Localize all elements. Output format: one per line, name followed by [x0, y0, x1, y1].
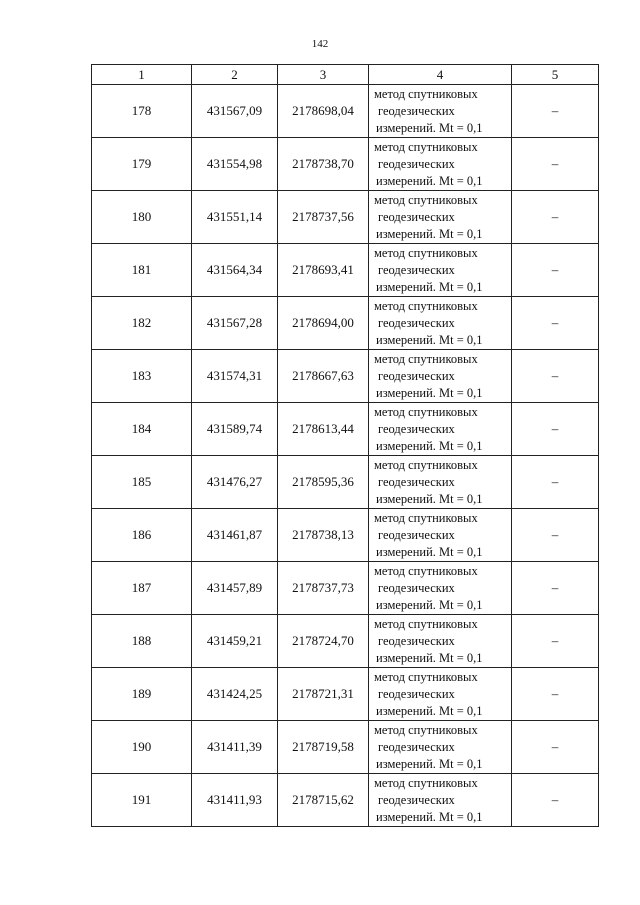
method-cell [369, 509, 512, 562]
method-text-line: геодезических [378, 262, 455, 277]
table-row [92, 774, 599, 827]
method-text-line: измерений. Mt = 0,1 [376, 756, 483, 771]
table-row [92, 350, 599, 403]
y-coordinate-cell: 2178693,41 [278, 244, 369, 297]
method-text-line: метод спутниковых [374, 457, 478, 472]
method-text-line: метод спутниковых [374, 139, 478, 154]
x-coordinate-cell: 431411,39 [192, 721, 278, 774]
method-text-line: метод спутниковых [374, 245, 478, 260]
method-cell [369, 615, 512, 668]
header-col-3: 3 [278, 65, 369, 85]
method-cell [369, 456, 512, 509]
table-row [92, 297, 599, 350]
method-text-line: метод спутниковых [374, 192, 478, 207]
method-text-line: геодезических [378, 421, 455, 436]
point-number-cell: 185 [92, 456, 192, 509]
x-coordinate-cell: 431564,34 [192, 244, 278, 297]
table-row [92, 138, 599, 191]
notes-cell: – [512, 85, 599, 138]
point-number-cell: 181 [92, 244, 192, 297]
point-number-cell: 184 [92, 403, 192, 456]
x-coordinate-cell: 431411,93 [192, 774, 278, 827]
method-cell [369, 774, 512, 827]
method-text-line: измерений. Mt = 0,1 [376, 120, 483, 135]
method-text-line: метод спутниковых [374, 722, 478, 737]
table-header [92, 65, 599, 85]
method-cell [369, 350, 512, 403]
method-text-line: геодезических [378, 580, 455, 595]
method-text-line: измерений. Mt = 0,1 [376, 438, 483, 453]
header-col-4: 4 [369, 65, 512, 85]
table-row [92, 244, 599, 297]
point-number-cell: 187 [92, 562, 192, 615]
method-cell [369, 668, 512, 721]
x-coordinate-cell: 431476,27 [192, 456, 278, 509]
method-text-line: геодезических [378, 368, 455, 383]
header-col-2: 2 [192, 65, 278, 85]
method-text-line: измерений. Mt = 0,1 [376, 385, 483, 400]
method-text-line: измерений. Mt = 0,1 [376, 279, 483, 294]
table-row [92, 456, 599, 509]
method-text-line: геодезических [378, 156, 455, 171]
notes-cell: – [512, 774, 599, 827]
method-cell [369, 191, 512, 244]
y-coordinate-cell: 2178613,44 [278, 403, 369, 456]
y-coordinate-cell: 2178737,73 [278, 562, 369, 615]
notes-cell: – [512, 668, 599, 721]
notes-cell: – [512, 615, 599, 668]
method-cell [369, 244, 512, 297]
method-text-line: метод спутниковых [374, 775, 478, 790]
notes-cell: – [512, 403, 599, 456]
notes-cell: – [512, 456, 599, 509]
y-coordinate-cell: 2178667,63 [278, 350, 369, 403]
method-text-line: метод спутниковых [374, 404, 478, 419]
point-number-cell: 189 [92, 668, 192, 721]
x-coordinate-cell: 431457,89 [192, 562, 278, 615]
y-coordinate-cell: 2178595,36 [278, 456, 369, 509]
x-coordinate-cell: 431424,25 [192, 668, 278, 721]
method-text-line: метод спутниковых [374, 669, 478, 684]
method-cell [369, 138, 512, 191]
method-text-line: геодезических [378, 633, 455, 648]
point-number-cell: 188 [92, 615, 192, 668]
y-coordinate-cell: 2178724,70 [278, 615, 369, 668]
method-cell [369, 297, 512, 350]
method-text-line: геодезических [378, 474, 455, 489]
table-row [92, 562, 599, 615]
page-number: 142 [311, 38, 329, 50]
notes-cell: – [512, 509, 599, 562]
table-body [92, 85, 599, 827]
table-row [92, 668, 599, 721]
method-text-line: геодезических [378, 527, 455, 542]
point-number-cell: 179 [92, 138, 192, 191]
notes-cell: – [512, 297, 599, 350]
method-cell [369, 721, 512, 774]
x-coordinate-cell: 431554,98 [192, 138, 278, 191]
x-coordinate-cell: 431567,09 [192, 85, 278, 138]
table-row [92, 615, 599, 668]
method-text-line: измерений. Mt = 0,1 [376, 226, 483, 241]
x-coordinate-cell: 431567,28 [192, 297, 278, 350]
method-text-line: измерений. Mt = 0,1 [376, 173, 483, 188]
table-row [92, 403, 599, 456]
point-number-cell: 178 [92, 85, 192, 138]
y-coordinate-cell: 2178698,04 [278, 85, 369, 138]
point-number-cell: 190 [92, 721, 192, 774]
x-coordinate-cell: 431589,74 [192, 403, 278, 456]
notes-cell: – [512, 138, 599, 191]
y-coordinate-cell: 2178715,62 [278, 774, 369, 827]
table-row [92, 85, 599, 138]
method-text-line: метод спутниковых [374, 86, 478, 101]
point-number-cell: 183 [92, 350, 192, 403]
point-number-cell: 186 [92, 509, 192, 562]
coordinates-table [91, 64, 599, 827]
x-coordinate-cell: 431461,87 [192, 509, 278, 562]
method-text-line: геодезических [378, 686, 455, 701]
header-row [92, 65, 599, 85]
notes-cell: – [512, 562, 599, 615]
method-text-line: метод спутниковых [374, 616, 478, 631]
notes-cell: – [512, 721, 599, 774]
table-row [92, 509, 599, 562]
method-text-line: измерений. Mt = 0,1 [376, 597, 483, 612]
x-coordinate-cell: 431551,14 [192, 191, 278, 244]
method-cell [369, 562, 512, 615]
method-text-line: геодезических [378, 792, 455, 807]
y-coordinate-cell: 2178719,58 [278, 721, 369, 774]
notes-cell: – [512, 191, 599, 244]
x-coordinate-cell: 431574,31 [192, 350, 278, 403]
point-number-cell: 180 [92, 191, 192, 244]
y-coordinate-cell: 2178721,31 [278, 668, 369, 721]
header-col-5: 5 [512, 65, 599, 85]
method-cell [369, 403, 512, 456]
method-text-line: геодезических [378, 103, 455, 118]
method-text-line: измерений. Mt = 0,1 [376, 703, 483, 718]
y-coordinate-cell: 2178737,56 [278, 191, 369, 244]
header-col-1: 1 [92, 65, 192, 85]
table-row [92, 191, 599, 244]
method-text-line: геодезических [378, 739, 455, 754]
method-text-line: измерений. Mt = 0,1 [376, 332, 483, 347]
table-row [92, 721, 599, 774]
notes-cell: – [512, 244, 599, 297]
point-number-cell: 182 [92, 297, 192, 350]
method-text-line: геодезических [378, 315, 455, 330]
method-text-line: измерений. Mt = 0,1 [376, 809, 483, 824]
point-number-cell: 191 [92, 774, 192, 827]
y-coordinate-cell: 2178738,13 [278, 509, 369, 562]
method-text-line: измерений. Mt = 0,1 [376, 491, 483, 506]
method-text-line: метод спутниковых [374, 351, 478, 366]
y-coordinate-cell: 2178694,00 [278, 297, 369, 350]
method-text-line: метод спутниковых [374, 510, 478, 525]
method-cell [369, 85, 512, 138]
method-text-line: измерений. Mt = 0,1 [376, 544, 483, 559]
method-text-line: геодезических [378, 209, 455, 224]
method-text-line: измерений. Mt = 0,1 [376, 650, 483, 665]
notes-cell: – [512, 350, 599, 403]
x-coordinate-cell: 431459,21 [192, 615, 278, 668]
method-text-line: метод спутниковых [374, 563, 478, 578]
y-coordinate-cell: 2178738,70 [278, 138, 369, 191]
method-text-line: метод спутниковых [374, 298, 478, 313]
